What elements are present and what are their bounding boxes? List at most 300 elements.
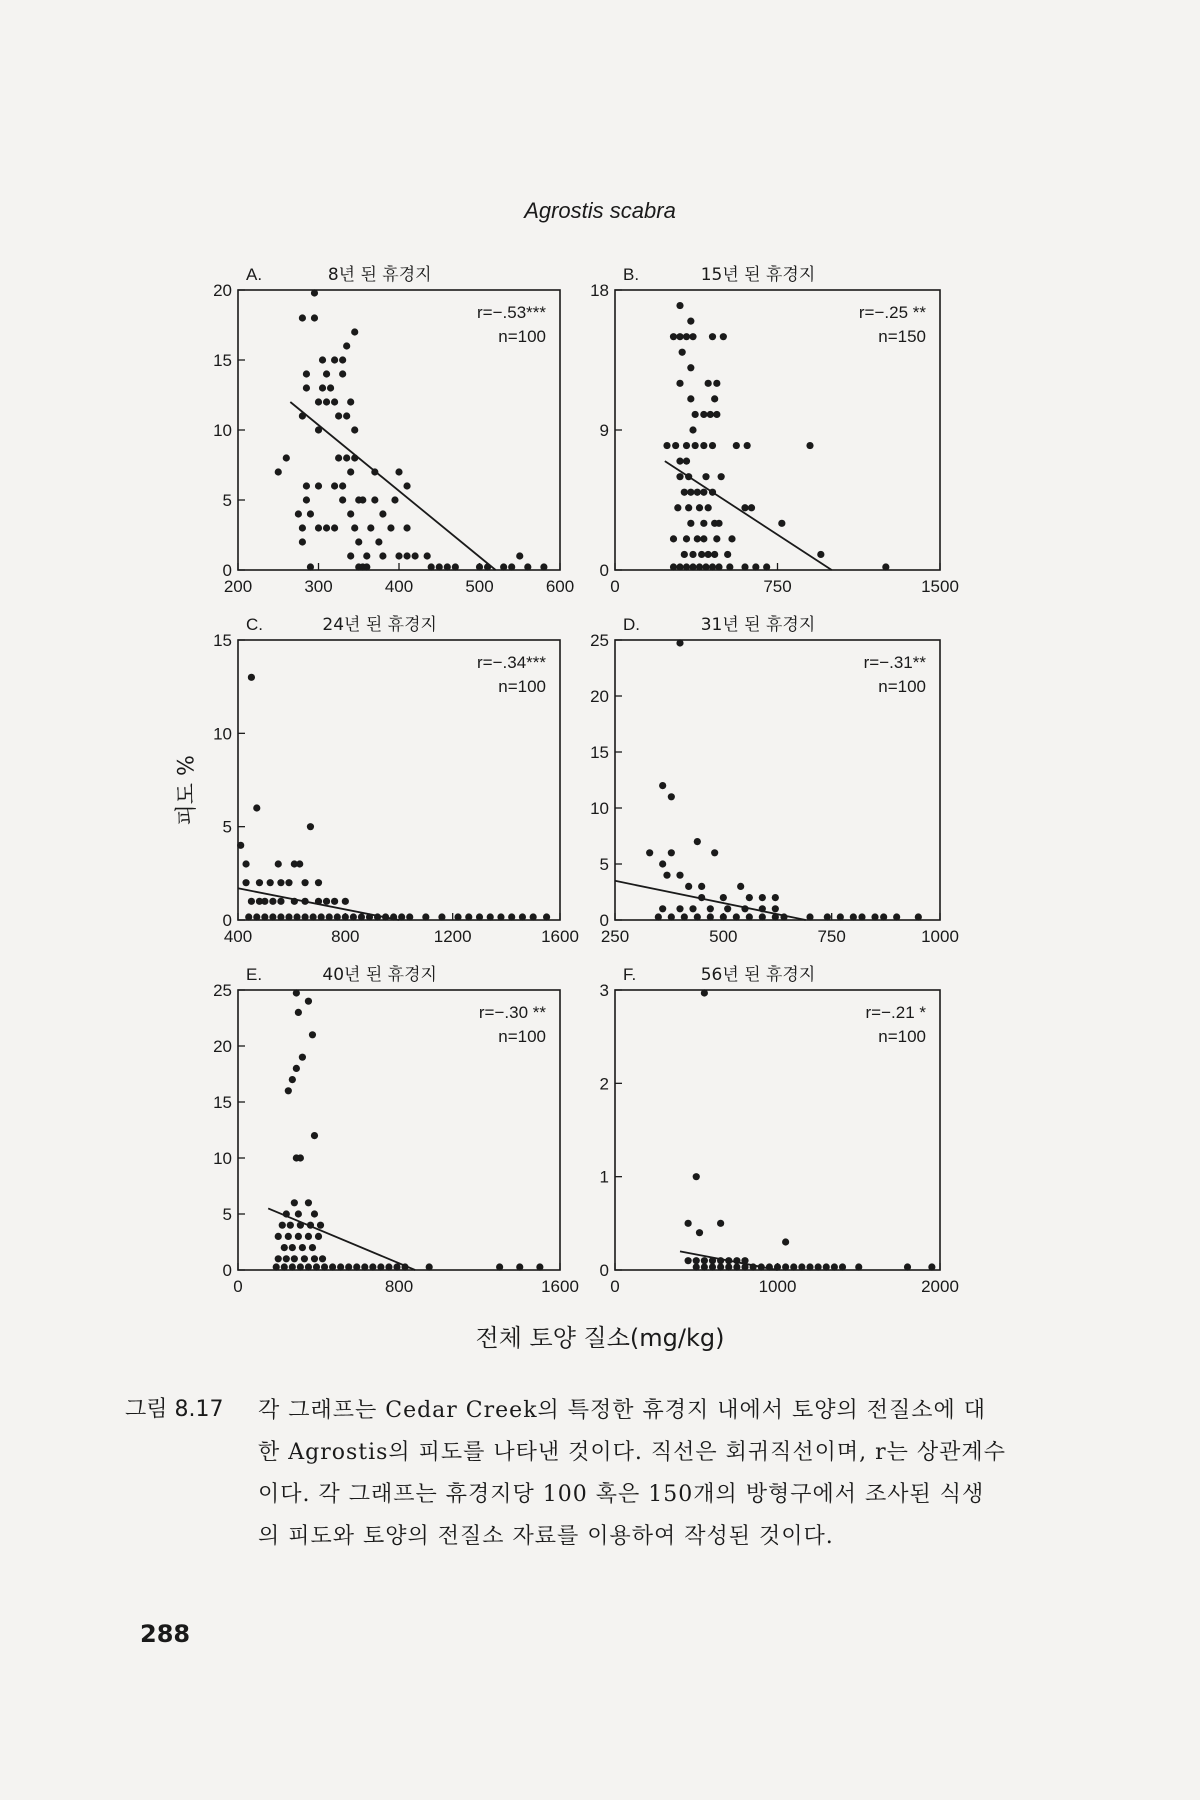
data-point — [685, 1257, 692, 1264]
data-point — [303, 370, 310, 377]
data-point — [375, 538, 382, 545]
data-point — [707, 411, 714, 418]
y-tick-label: 5 — [222, 491, 232, 510]
data-point — [343, 454, 350, 461]
data-point — [358, 913, 365, 920]
scatter-panel-2 — [590, 264, 959, 596]
data-point — [500, 563, 507, 570]
data-point — [717, 1220, 724, 1227]
data-point — [659, 905, 666, 912]
data-point — [242, 860, 249, 867]
data-point — [310, 913, 317, 920]
data-point — [741, 1257, 748, 1264]
data-point — [395, 552, 402, 559]
x-axis-label: 전체 토양 질소(mg/kg) — [475, 1324, 725, 1352]
data-point — [487, 913, 494, 920]
data-point — [319, 356, 326, 363]
data-point — [508, 913, 515, 920]
data-point — [698, 883, 705, 890]
data-point — [301, 1255, 308, 1262]
data-point — [692, 442, 699, 449]
data-point — [339, 370, 346, 377]
data-point — [347, 468, 354, 475]
data-point — [438, 913, 445, 920]
y-tick-label: 20 — [213, 1037, 232, 1056]
data-point — [269, 913, 276, 920]
data-point — [668, 849, 675, 856]
data-point — [315, 482, 322, 489]
data-point — [279, 1222, 286, 1229]
data-point — [248, 898, 255, 905]
data-point — [683, 535, 690, 542]
data-point — [689, 563, 696, 570]
correlation-label: r=−.53*** — [477, 303, 546, 322]
data-point — [309, 1244, 316, 1251]
x-tick-label: 1600 — [541, 927, 579, 946]
sample-size-label: n=100 — [498, 1027, 546, 1046]
data-point — [275, 1233, 282, 1240]
x-tick-label: 400 — [384, 577, 414, 596]
data-point — [305, 998, 312, 1005]
data-point — [893, 913, 900, 920]
data-point — [436, 563, 443, 570]
data-point — [343, 342, 350, 349]
data-point — [733, 913, 740, 920]
data-point — [289, 1076, 296, 1083]
data-point — [307, 510, 314, 517]
data-point — [663, 442, 670, 449]
panel-letter: E. — [246, 965, 263, 984]
data-point — [424, 552, 431, 559]
data-point — [303, 496, 310, 503]
data-point — [530, 913, 537, 920]
x-tick-label: 400 — [223, 927, 253, 946]
data-point — [709, 1257, 716, 1264]
data-point — [277, 898, 284, 905]
data-point — [253, 913, 260, 920]
data-point — [351, 426, 358, 433]
data-point — [295, 1233, 302, 1240]
x-tick-label: 2000 — [921, 1277, 959, 1296]
data-point — [780, 913, 787, 920]
correlation-label: r=−.30 ** — [478, 1003, 546, 1022]
data-point — [253, 804, 260, 811]
data-point — [345, 1263, 352, 1270]
data-point — [694, 535, 701, 542]
data-point — [321, 1263, 328, 1270]
data-point — [752, 563, 759, 570]
data-point — [670, 333, 677, 340]
data-point — [728, 535, 735, 542]
data-point — [685, 883, 692, 890]
data-point — [700, 442, 707, 449]
correlation-label: r=−.31** — [863, 653, 926, 672]
y-tick-label: 2 — [599, 1074, 609, 1094]
data-point — [685, 473, 692, 480]
data-point — [303, 482, 310, 489]
data-point — [363, 552, 370, 559]
data-point — [711, 551, 718, 558]
y-tick-label: 5 — [222, 1205, 232, 1224]
caption-line: 의 피도와 토양의 전질소 자료를 이용하여 작성된 것이다. — [258, 1524, 834, 1549]
data-point — [371, 496, 378, 503]
data-point — [713, 380, 720, 387]
data-point — [496, 1263, 503, 1270]
data-point — [323, 370, 330, 377]
y-tick-label: 0 — [599, 1261, 609, 1280]
scatter-panel-1 — [213, 264, 574, 596]
data-point — [285, 1087, 292, 1094]
caption-line: 각 그래프는 Cedar Creek의 특정한 휴경지 내에서 토양의 전질소에 대 — [258, 1398, 987, 1423]
data-point — [782, 1238, 789, 1245]
data-point — [273, 1263, 280, 1270]
data-point — [689, 551, 696, 558]
data-point — [315, 898, 322, 905]
data-point — [702, 563, 709, 570]
data-point — [543, 913, 550, 920]
data-point — [676, 333, 683, 340]
data-point — [694, 838, 701, 845]
data-point — [303, 384, 310, 391]
data-point — [422, 913, 429, 920]
data-point — [331, 482, 338, 489]
data-point — [454, 913, 461, 920]
data-point — [702, 473, 709, 480]
y-tick-label: 15 — [213, 1093, 232, 1112]
data-point — [689, 333, 696, 340]
data-point — [289, 1244, 296, 1251]
data-point — [297, 1222, 304, 1229]
y-tick-label: 5 — [599, 855, 609, 874]
x-tick-label: 0 — [610, 1277, 620, 1296]
page-number: 288 — [140, 1620, 191, 1648]
data-point — [281, 1244, 288, 1251]
data-point — [672, 442, 679, 449]
data-point — [350, 913, 357, 920]
data-point — [277, 913, 284, 920]
data-point — [681, 551, 688, 558]
data-point — [313, 1263, 320, 1270]
data-point — [858, 913, 865, 920]
data-point — [295, 1210, 302, 1217]
data-point — [817, 551, 824, 558]
data-point — [335, 454, 342, 461]
data-point — [351, 454, 358, 461]
data-point — [323, 524, 330, 531]
data-point — [711, 395, 718, 402]
caption-line: 이다. 각 그래프는 휴경지당 100 혹은 150개의 방형구에서 조사된 식생 — [258, 1482, 985, 1507]
data-point — [759, 913, 766, 920]
data-point — [465, 913, 472, 920]
data-point — [317, 1222, 324, 1229]
data-point — [763, 563, 770, 570]
data-point — [720, 333, 727, 340]
scatter-panel-6 — [600, 964, 959, 1296]
data-point — [668, 913, 675, 920]
data-point — [676, 473, 683, 480]
data-point — [393, 1263, 400, 1270]
data-point — [685, 504, 692, 511]
data-point — [709, 489, 716, 496]
data-point — [319, 384, 326, 391]
data-point — [339, 482, 346, 489]
data-point — [798, 1263, 805, 1270]
data-point — [403, 482, 410, 489]
data-point — [519, 913, 526, 920]
data-point — [744, 442, 751, 449]
data-point — [311, 289, 318, 296]
data-point — [790, 1263, 797, 1270]
panel-title: 8년 된 휴경지 — [327, 265, 432, 285]
data-point — [299, 538, 306, 545]
data-point — [759, 894, 766, 901]
data-point — [326, 913, 333, 920]
x-tick-label: 500 — [465, 577, 494, 596]
x-tick-label: 800 — [384, 1277, 414, 1296]
x-tick-label: 750 — [763, 577, 792, 596]
y-tick-label: 10 — [213, 724, 232, 744]
data-point — [701, 989, 708, 996]
data-point — [655, 913, 662, 920]
data-point — [339, 356, 346, 363]
data-point — [759, 905, 766, 912]
data-point — [663, 872, 670, 879]
data-point — [311, 314, 318, 321]
y-tick-label: 0 — [222, 911, 232, 930]
data-point — [329, 1263, 336, 1270]
data-point — [540, 563, 547, 570]
data-point — [256, 879, 263, 886]
data-point — [687, 520, 694, 527]
data-point — [871, 913, 878, 920]
data-point — [915, 913, 922, 920]
data-point — [371, 468, 378, 475]
data-point — [713, 535, 720, 542]
data-point — [283, 1255, 290, 1262]
data-point — [741, 1263, 748, 1270]
data-point — [694, 913, 701, 920]
data-point — [275, 860, 282, 867]
data-point — [701, 1257, 708, 1264]
data-point — [685, 1220, 692, 1227]
data-point — [245, 913, 252, 920]
data-point — [772, 913, 779, 920]
panel-title: 56년 된 휴경지 — [700, 965, 816, 985]
y-tick-label: 25 — [213, 981, 232, 1000]
data-point — [398, 913, 405, 920]
panel-letter: D. — [623, 615, 640, 634]
data-point — [277, 879, 284, 886]
data-point — [305, 1199, 312, 1206]
data-point — [676, 380, 683, 387]
y-tick-label: 10 — [213, 421, 232, 440]
data-point — [746, 913, 753, 920]
data-point — [452, 563, 459, 570]
correlation-label: r=−.21 * — [865, 1003, 926, 1022]
data-point — [331, 356, 338, 363]
data-point — [772, 894, 779, 901]
data-point — [261, 913, 268, 920]
data-point — [687, 364, 694, 371]
data-point — [705, 551, 712, 558]
x-tick-label: 1600 — [541, 1277, 579, 1296]
sample-size-label: n=100 — [878, 1027, 926, 1046]
data-point — [347, 552, 354, 559]
data-point — [296, 860, 303, 867]
data-point — [379, 510, 386, 517]
data-point — [882, 563, 889, 570]
data-point — [307, 563, 314, 570]
data-point — [683, 458, 690, 465]
data-point — [391, 496, 398, 503]
data-point — [733, 442, 740, 449]
y-tick-label: 15 — [213, 631, 232, 650]
data-point — [676, 302, 683, 309]
data-point — [476, 563, 483, 570]
correlation-label: r=−.25 ** — [858, 303, 926, 322]
data-point — [293, 913, 300, 920]
x-tick-label: 0 — [610, 577, 620, 596]
caption-label: 그림 8.17 — [125, 1397, 224, 1422]
data-point — [679, 349, 686, 356]
data-point — [428, 563, 435, 570]
data-point — [401, 1263, 408, 1270]
x-tick-label: 500 — [709, 927, 738, 946]
y-tick-label: 0 — [599, 561, 609, 580]
data-point — [261, 898, 268, 905]
data-point — [705, 380, 712, 387]
data-point — [295, 510, 302, 517]
data-point — [689, 426, 696, 433]
scatter-panel-5 — [213, 964, 579, 1296]
data-point — [301, 879, 308, 886]
y-tick-label: 15 — [590, 743, 609, 762]
data-point — [283, 454, 290, 461]
data-point — [297, 1263, 304, 1270]
data-point — [291, 1199, 298, 1206]
data-point — [683, 563, 690, 570]
y-axis-label: 피도 % — [174, 755, 200, 826]
data-point — [315, 1233, 322, 1240]
data-point — [687, 395, 694, 402]
data-point — [335, 412, 342, 419]
data-point — [674, 504, 681, 511]
data-point — [311, 1255, 318, 1262]
data-point — [681, 489, 688, 496]
data-point — [715, 520, 722, 527]
data-point — [301, 898, 308, 905]
data-point — [406, 913, 413, 920]
data-point — [839, 1263, 846, 1270]
data-point — [275, 468, 282, 475]
data-point — [646, 849, 653, 856]
data-point — [855, 1263, 862, 1270]
data-point — [694, 489, 701, 496]
data-point — [748, 504, 755, 511]
data-point — [707, 913, 714, 920]
data-point — [305, 1233, 312, 1240]
x-tick-label: 1200 — [433, 927, 472, 946]
data-point — [880, 913, 887, 920]
data-point — [709, 333, 716, 340]
sample-size-label: n=100 — [878, 677, 926, 696]
data-point — [715, 563, 722, 570]
data-point — [299, 1244, 306, 1251]
data-point — [720, 913, 727, 920]
data-point — [698, 551, 705, 558]
data-point — [741, 563, 748, 570]
data-point — [377, 1263, 384, 1270]
y-tick-label: 0 — [599, 911, 609, 930]
data-point — [291, 898, 298, 905]
data-point — [782, 1263, 789, 1270]
data-point — [676, 639, 683, 646]
x-tick-label: 200 — [223, 577, 253, 596]
data-point — [285, 913, 292, 920]
x-tick-label: 1500 — [921, 577, 959, 596]
y-tick-label: 0 — [222, 1261, 232, 1280]
x-tick-label: 750 — [817, 927, 846, 946]
data-point — [309, 1031, 316, 1038]
data-point — [693, 1257, 700, 1264]
data-point — [351, 328, 358, 335]
data-point — [737, 883, 744, 890]
data-point — [315, 426, 322, 433]
data-point — [307, 1222, 314, 1229]
data-point — [315, 524, 322, 531]
data-point — [659, 782, 666, 789]
data-point — [390, 913, 397, 920]
data-point — [387, 524, 394, 531]
data-point — [297, 1154, 304, 1161]
data-point — [508, 563, 515, 570]
data-point — [385, 1263, 392, 1270]
data-point — [283, 1210, 290, 1217]
data-point — [720, 894, 727, 901]
data-point — [850, 913, 857, 920]
data-point — [342, 898, 349, 905]
correlation-label: r=−.34*** — [477, 653, 546, 672]
data-point — [766, 1263, 773, 1270]
data-point — [379, 552, 386, 559]
caption-text — [258, 1390, 1038, 1558]
data-point — [337, 1263, 344, 1270]
data-point — [285, 879, 292, 886]
data-point — [289, 1263, 296, 1270]
data-point — [351, 524, 358, 531]
data-point — [928, 1263, 935, 1270]
data-point — [741, 504, 748, 511]
data-point — [395, 468, 402, 475]
panel-letter: F. — [623, 965, 637, 984]
y-tick-label: 20 — [213, 281, 232, 300]
data-point — [516, 552, 523, 559]
data-point — [676, 905, 683, 912]
data-point — [904, 1263, 911, 1270]
data-point — [709, 563, 716, 570]
y-tick-label: 5 — [222, 817, 232, 837]
data-point — [668, 793, 675, 800]
y-tick-label: 18 — [590, 281, 609, 300]
data-point — [248, 674, 255, 681]
data-point — [275, 1255, 282, 1262]
data-point — [725, 1263, 732, 1270]
data-point — [374, 913, 381, 920]
data-point — [353, 1263, 360, 1270]
data-point — [670, 563, 677, 570]
data-point — [696, 1229, 703, 1236]
data-point — [692, 411, 699, 418]
